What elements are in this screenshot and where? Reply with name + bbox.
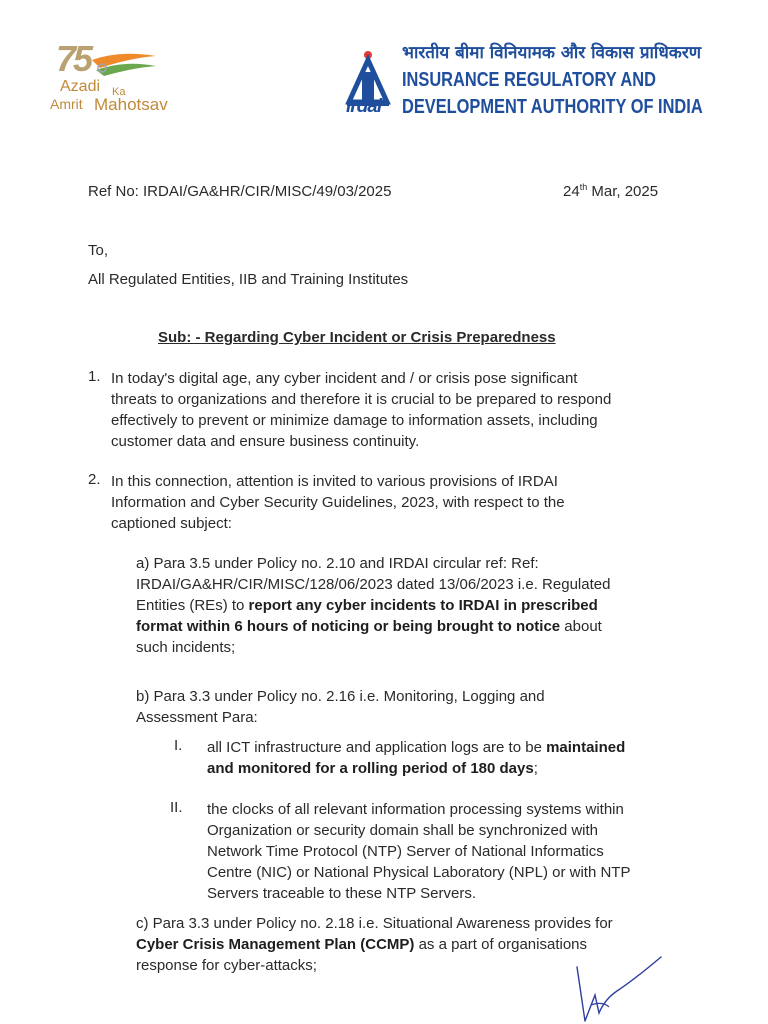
org-name-english-line2: DEVELOPMENT AUTHORITY OF INDIA [402,96,703,118]
subparagraph-a-text: Entities (REs) to [136,597,249,614]
subparagraph-a-bold: report any cyber incidents to IRDAI in prescribed [248,597,598,614]
subparagraph-a-text: about [560,618,602,635]
subparagraph-a-line: such incidents; [136,639,236,656]
addressee: All Regulated Entities, IIB and Training Institutes [88,271,409,288]
item-ii-line: Organization or security domain shall be synchronized with [207,822,599,839]
handwritten-signature [565,955,675,1024]
logo-azadi: Azadi [60,78,101,95]
org-name-hindi: भारतीय बीमा विनियामक और विकास प्राधिकरण [402,43,702,63]
subparagraph-c-bold: Cyber Crisis Management Plan (CCMP) [136,936,415,953]
subject-line: Sub: - Regarding Cyber Incident or Crisis Preparedness [158,329,556,346]
paragraph-2-line: Information and Cyber Security Guidelines, 2023, with respect to the [111,494,565,511]
item-ii-line: Centre (NIC) or National Physical Laboratory (NPL) or with NTP [207,864,631,881]
item-i-number: I. [174,737,183,754]
item-ii-line: Servers traceable to these NTP Servers. [207,885,477,902]
irdai-wordmark: irdai [346,96,382,117]
azadi-ka-amrit-mahotsav-logo [46,38,196,118]
subparagraph-a-line: IRDAI/GA&HR/CIR/MISC/128/06/2023 dated 13/06/2023 i.e. Regulated [136,576,611,593]
logo-75: 75 [56,38,91,79]
date-day: 24 [563,183,580,200]
subparagraph-c-text: as a part of organisations [414,936,588,953]
item-i-text: all ICT infrastructure and application logs are to be [207,739,547,756]
paragraph-1-number: 1. [88,368,101,385]
date-month-year: Mar, 2025 [587,183,659,200]
salutation-to: To, [88,242,109,259]
tricolour-flag-icon [90,48,160,84]
subparagraph-c-line [136,934,672,955]
item-ii-number: II. [170,799,183,816]
subparagraph-b [136,686,671,728]
paragraph-1-line: threats to organizations and therefore it is crucial to be prepared to respond [111,391,612,408]
item-ii-line: Network Time Protocol (NTP) Server of National Informatics [207,843,604,860]
subparagraph-b-line: Assessment Para: [136,709,258,726]
logo-amrit: Amrit [50,96,83,112]
subparagraph-b-line: b) Para 3.3 under Policy no. 2.16 i.e. Monitoring, Logging and [136,688,545,705]
subparagraph-a-line: a) Para 3.5 under Policy no. 2.10 and IRDAI circular ref: Ref: [136,555,539,572]
subparagraph-a-bold: format within 6 hours of noticing or being brought to notice [136,618,561,635]
logo-ka: Ka [112,86,126,98]
subparagraph-a-line [136,595,671,616]
paragraph-2 [111,471,671,534]
paragraph-1-line: effectively to prevent or minimize damage to information assets, including [111,412,598,429]
paragraph-2-number: 2. [88,471,101,488]
org-name-english-line1: INSURANCE REGULATORY AND [402,69,656,91]
subparagraph-c-line: c) Para 3.3 under Policy no. 2.18 i.e. Situational Awareness provides for [136,915,613,932]
item-ii [207,799,672,904]
item-i-bold: and monitored for a rolling period of 180 days [207,760,534,777]
date-suffix: th [579,182,588,192]
letter-date [563,181,658,202]
subparagraph-a [136,553,671,658]
logo-mahotsav: Mahotsav [94,95,168,114]
paragraph-1-line: In today's digital age, any cyber incident and / or crisis pose significant [111,370,578,387]
item-i-text: ; [533,760,538,777]
item-i-bold: maintained [546,739,626,756]
paragraph-2-line: captioned subject: [111,515,232,532]
paragraph-1-line: customer data and ensure business continuity. [111,433,420,450]
subparagraph-a-line [136,616,671,637]
paragraph-2-line: In this connection, attention is invited to various provisions of IRDAI [111,473,558,490]
item-i [207,737,672,779]
item-ii-line: the clocks of all relevant information processing systems within [207,801,624,818]
subparagraph-c-line: response for cyber-attacks; [136,957,317,974]
reference-number: Ref No: IRDAI/GA&HR/CIR/MISC/49/03/2025 [88,183,392,200]
item-i-line [207,737,672,758]
item-i-line [207,758,672,779]
paragraph-1 [111,368,671,452]
